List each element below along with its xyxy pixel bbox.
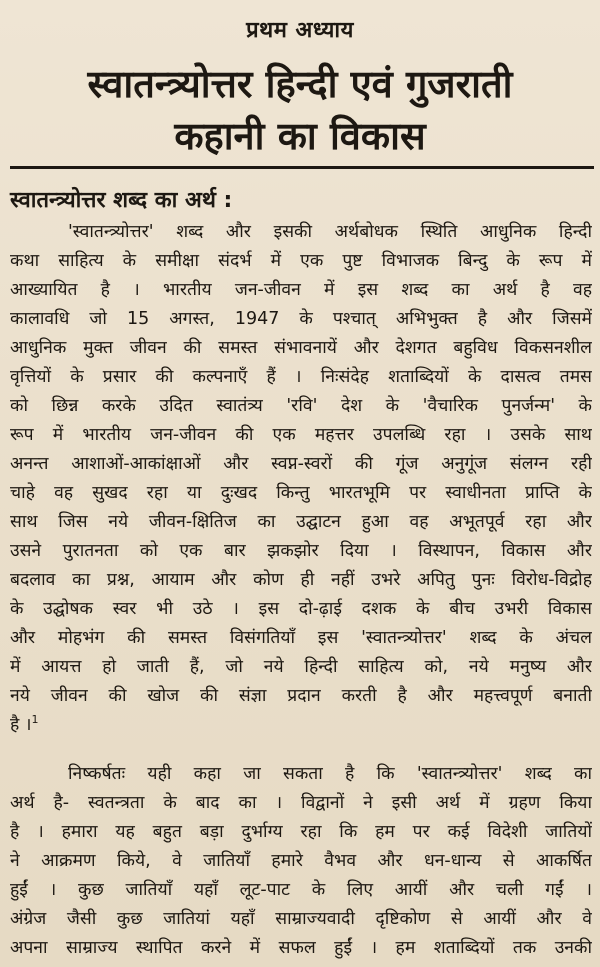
title-divider [10, 166, 594, 169]
paragraph-line: आधुनिक मुक्त जीवन की समस्त संभावनायें और देशगत बहुविध विकसनशील [10, 338, 592, 358]
paragraph-line: उसने पुरातनता को एक बार झकझोर दिया । विस्थापन, विकास और [10, 541, 592, 561]
chapter-title-line-1: स्वातन्त्र्योत्तर हिन्दी एवं गुजराती [87, 62, 513, 106]
paragraph-line: 'स्वातन्त्र्योत्तर' शब्द और इसकी अर्थबोधक स्थिति आधुनिक हिन्दी [68, 222, 592, 242]
paragraph-line: है । हमारा यह बहुत बड़ा दुर्भाग्य रहा कि हम पर कई विदेशी जातियों [10, 822, 592, 842]
paragraph-line: में आयत्त हो जाती हैं, जो नये हिन्दी साहित्य को, नये मनुष्य और [10, 657, 592, 677]
paragraph-line: आख्यायित है । भारतीय जन-जीवन में इस शब्द का अर्थ है वह [10, 280, 592, 300]
paragraph-1 [10, 218, 592, 740]
section-heading: स्वातन्त्र्योत्तर शब्द का अर्थ : [10, 188, 233, 213]
paragraph-line-text: है । [10, 715, 32, 735]
paragraph-line: अपना साम्राज्य स्थापित करने में सफल हुईं । हम शताब्दियों तक उनकी [10, 938, 592, 958]
paragraph-line: को छिन्न करके उदित स्वातंत्र्य 'रवि' देश के 'वैचारिक पुनर्जन्म' के [10, 396, 592, 416]
paragraph-line: अर्थ है- स्वतन्त्रता के बाद का । विद्वानों ने इसी अर्थ में ग्रहण किया [10, 793, 592, 813]
paragraph-line: अनन्त आशाओं-आकांक्षाओं और स्वप्न-स्वरों की गूंज अनुगूंज संलग्न रही [10, 454, 592, 474]
paragraph-line: कालावधि जो 15 अगस्त, 1947 के पश्चात् अभिभुक्त है और जिसमें [10, 309, 592, 329]
paragraph-line: बदलाव का प्रश्न, आयाम और कोण ही नहीं उभरे अपितु पुनः विरोध-विद्रोह [10, 570, 592, 590]
chapter-label: प्रथम अध्याय [246, 18, 354, 43]
paragraph-line: हुईं । कुछ जातियाँ यहाँ लूट-पाट के लिए आयीं और चली गईं । [10, 880, 592, 900]
paragraph-line: और मोहभंग की समस्त विसंगतियाँ इस 'स्वातन्त्र्योत्तर' शब्द के अंचल [10, 628, 592, 648]
paragraph-2 [10, 760, 592, 963]
paragraph-line: वृत्तियों के प्रसार की कल्पनाएँ हैं । निःसंदेह शताब्दियों के दासत्व तमस [10, 367, 592, 387]
paragraph-line: रूप में भारतीय जन-जीवन की एक महत्तर उपलब्धि रहा । उसके साथ [10, 425, 592, 445]
paragraph-line: निष्कर्षतः यही कहा जा सकता है कि 'स्वातन्त्र्योत्तर' शब्द का [68, 764, 592, 784]
paragraph-line: साथ जिस नये जीवन-क्षितिज का उद्घाटन हुआ वह अभूतपूर्व रहा और [10, 512, 592, 532]
chapter-title-line-2: कहानी का विकास [174, 114, 426, 158]
footnote-marker: 1 [31, 713, 39, 727]
paragraph-line: अंग्रेज जैसी कुछ जातियां यहाँ साम्राज्यवादी दृष्टिकोण से आयीं और वे [10, 909, 592, 929]
paragraph-line: चाहे वह सुखद रहा या दुःखद किन्तु भारतभूमि पर स्वाधीनता प्राप्ति के [10, 483, 592, 503]
paragraph-last-line [10, 711, 592, 740]
chapter-title [0, 58, 600, 162]
paragraph-line: ने आक्रमण किये, वे जातियाँ हमारे वैभव और धन-धान्य से आकर्षित [10, 851, 592, 871]
paragraph-line: नये जीवन की खोज की संज्ञा प्रदान करती है और महत्त्वपूर्ण बनाती [10, 686, 592, 706]
paragraph-line: कथा साहित्य के समीक्षा संदर्भ में एक पुष्ट विभाजक बिन्दु के रूप में [10, 251, 592, 271]
paragraph-line: के उद्घोषक स्वर भी उठे । इस दो-ढ़ाई दशक के बीच उभरी विकास [10, 599, 592, 619]
